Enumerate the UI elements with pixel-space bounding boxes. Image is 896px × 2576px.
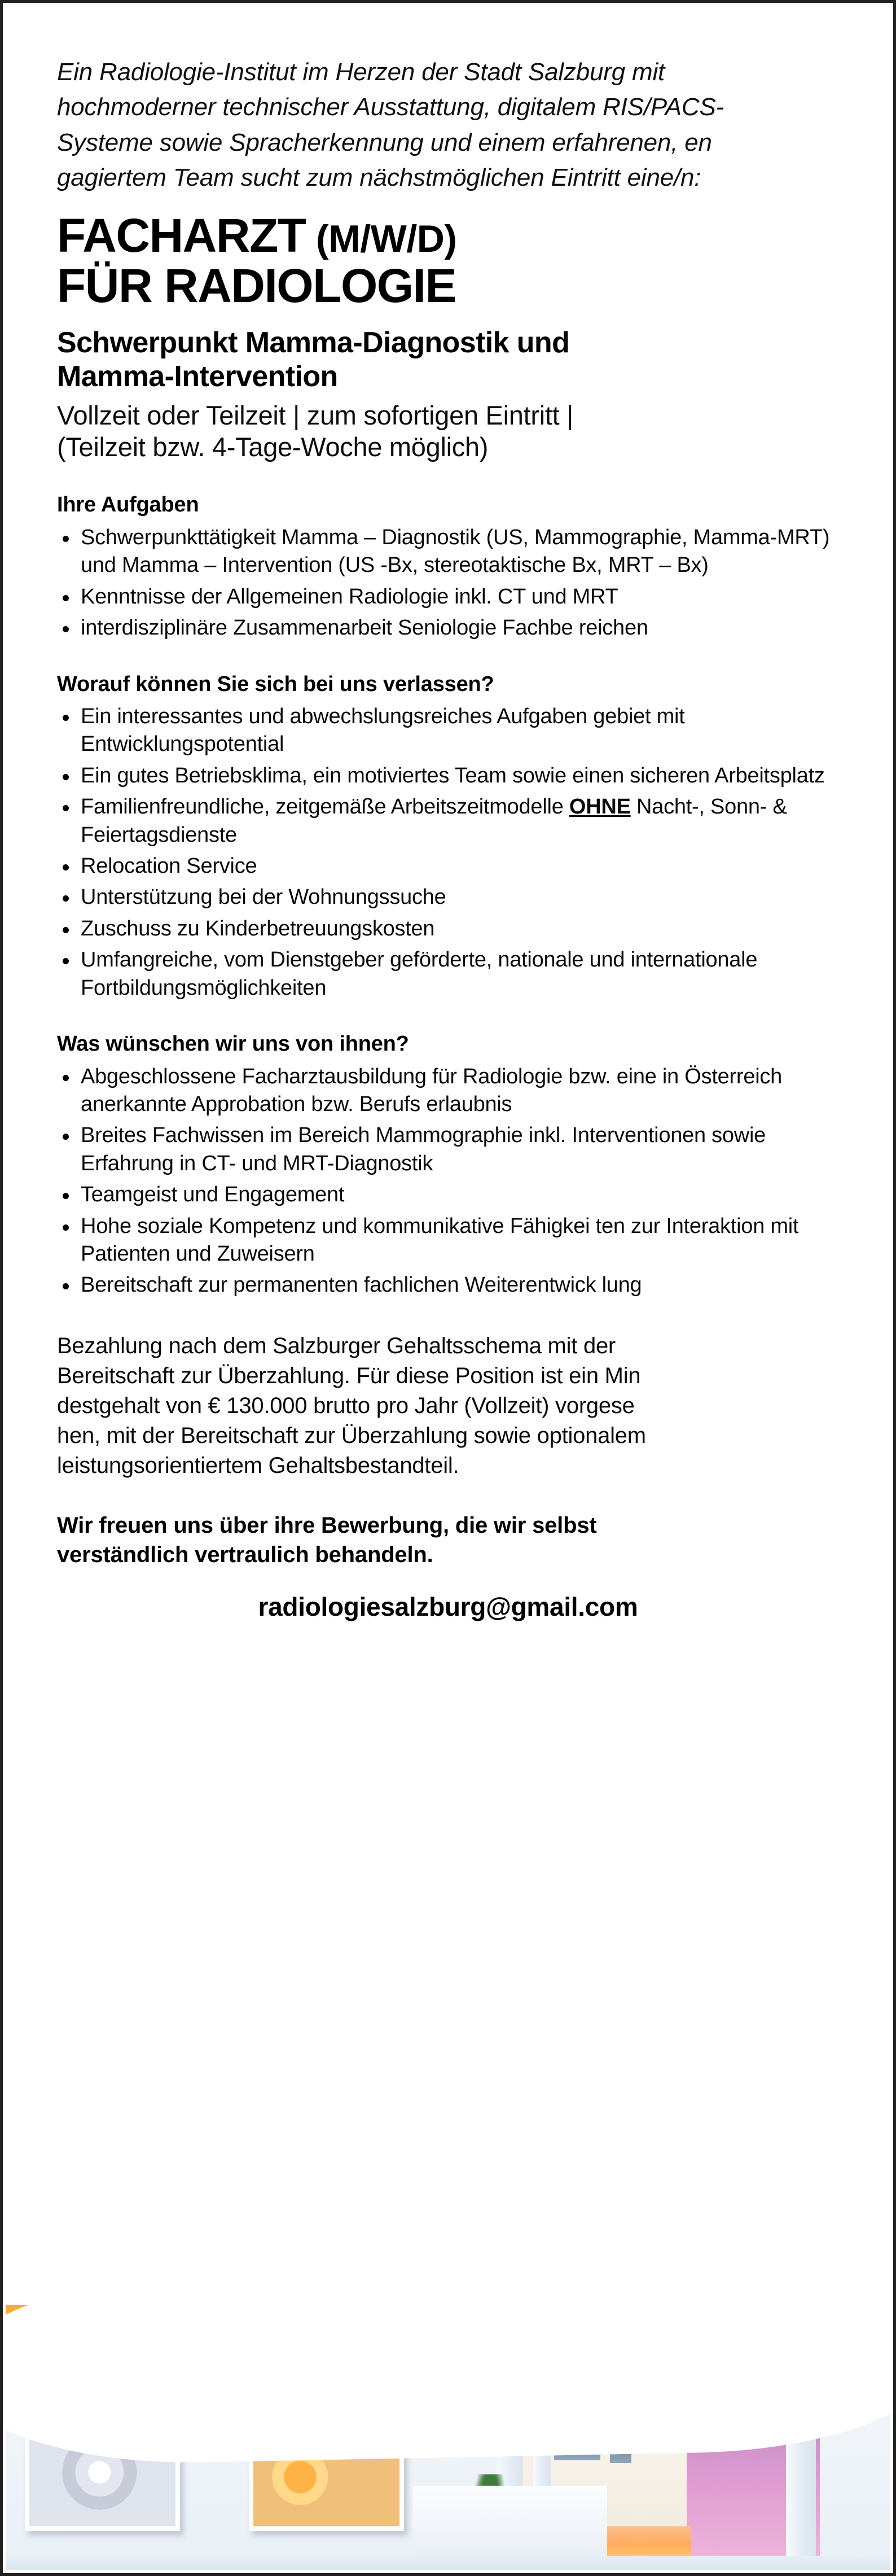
list-item: Schwerpunkttätigkeit Mamma – Diagnostik (US, Mammographie, Mamma-MRT) und Mamma – Intervention (US -Bx, stereotaktische Bx, MRT – Bx) (57, 524, 839, 580)
intro-line: gagiertem Team sucht zum nächstmöglichen Eintritt eine/n: (57, 164, 701, 192)
salary-line: leistungsorientiertem Gehaltsbestandteil. (57, 1453, 459, 1479)
job-focus-subtitle (57, 326, 839, 394)
terms-line-2: (Teilzeit bzw. 4-Tage-Woche möglich) (57, 431, 489, 462)
contact-email[interactable]: radiologiesalzburg@gmail.com (258, 1592, 638, 1622)
salary-line: Bereitschaft zur Überzahlung. Für diese Position ist ein Min (57, 1363, 641, 1388)
ad-content (3, 3, 893, 1622)
salary-paragraph (57, 1331, 839, 1481)
intro-line: hochmoderner technischer Ausstattung, digitalem RIS/PACS- (57, 93, 724, 121)
list-item: Hohe soziale Kompetenz und kommunikative Fähigkei ten zur Interaktion mit Patienten und Zuweisern (57, 1213, 839, 1269)
focus-line-2: Mamma-Intervention (57, 360, 338, 393)
benefits-list (57, 703, 839, 1002)
section-heading: Ihre Aufgaben (57, 493, 199, 517)
benefit-emphasis-ohne: OHNE (569, 795, 631, 819)
intro-paragraph (57, 55, 839, 196)
salary-line: hen, mit der Bereitschaft zur Überzahlung sowie optionalem (57, 1423, 646, 1449)
section-heading: Worauf können Sie sich bei uns verlassen? (57, 672, 494, 696)
intro-line: Systeme sowie Spracherkennung und einem erfahrenen, en (57, 128, 712, 156)
list-item: Bereitschaft zur permanenten fachlichen Weiterentwick lung (57, 1271, 839, 1299)
benefit-text-after: Nacht-, Sonn- & Feiertagsdienste (81, 795, 787, 847)
list-item: interdisziplinäre Zusammenarbeit Seniologie Fachbe reichen (57, 614, 839, 642)
focus-line-1: Schwerpunkt Mamma-Diagnostik und (57, 326, 570, 359)
floor (6, 2556, 890, 2570)
benefit-text-before: Familienfreundliche, zeitgemäße Arbeitszeitmodelle (81, 795, 569, 819)
list-item: Zuschuss zu Kinderbetreuungskosten (57, 915, 839, 943)
job-title-headline (57, 208, 839, 312)
list-item-no-night-shifts (57, 793, 839, 849)
list-item: Abgeschlossene Facharztausbildung für Radiologie bzw. eine in Österreich anerkannte Approbation bzw. Berufs erlaubnis (57, 1063, 839, 1119)
list-item: Kenntnisse der Allgemeinen Radiologie inkl. CT und MRT (57, 583, 839, 611)
terms-line-1: Vollzeit oder Teilzeit | zum sofortigen Eintritt | (57, 400, 574, 430)
closing-line: Wir freuen uns über ihre Bewerbung, die wir selbst (57, 1512, 597, 1538)
headline-line-2: FÜR RADIOLOGIE (57, 259, 456, 312)
closing-paragraph (57, 1511, 839, 1571)
salary-line: destgehalt von € 130.000 brutto pro Jahr (Vollzeit) vorgese (57, 1393, 635, 1419)
tasks-list (57, 524, 839, 642)
closing-line: verständlich vertraulich behandeln. (57, 1542, 433, 1568)
list-item: Unterstützung bei der Wohnungssuche (57, 884, 839, 911)
intro-line: Ein Radiologie-Institut im Herzen der Stadt Salzburg mit (57, 58, 665, 86)
list-item: Ein interessantes und abwechslungsreiches Aufgaben gebiet mit Entwicklungspotential (57, 703, 839, 759)
employment-terms (57, 400, 839, 463)
institute-interior-photo (6, 2305, 890, 2570)
section-heading: Was wünschen wir uns von ihnen? (57, 1032, 409, 1056)
headline-role: FACHARZT (57, 208, 306, 262)
section-requirements (57, 1031, 839, 1300)
section-tasks (57, 492, 839, 642)
list-item: Breites Fachwissen im Bereich Mammographie inkl. Interventionen sowie Erfahrung in CT- und MRT-Diagnostik (57, 1122, 839, 1178)
list-item: Relocation Service (57, 852, 839, 880)
section-benefits (57, 672, 839, 1003)
list-item: Teamgeist und Engagement (57, 1181, 839, 1209)
requirements-list (57, 1063, 839, 1300)
list-item: Umfangreiche, vom Dienstgeber geförderte, nationale und internationale Fortbildungsmöglichkeiten (57, 946, 839, 1002)
list-item: Ein gutes Betriebsklima, ein motiviertes Team sowie einen sicheren Arbeitsplatz (57, 762, 839, 790)
swoosh-top-mask (6, 2305, 890, 2467)
headline-gender-suffix: (M/W/D) (305, 217, 457, 260)
headline-line-1 (57, 208, 839, 262)
salary-line: Bezahlung nach dem Salzburger Gehaltsschema mit der (57, 1333, 616, 1358)
photo-scene (6, 2305, 890, 2570)
